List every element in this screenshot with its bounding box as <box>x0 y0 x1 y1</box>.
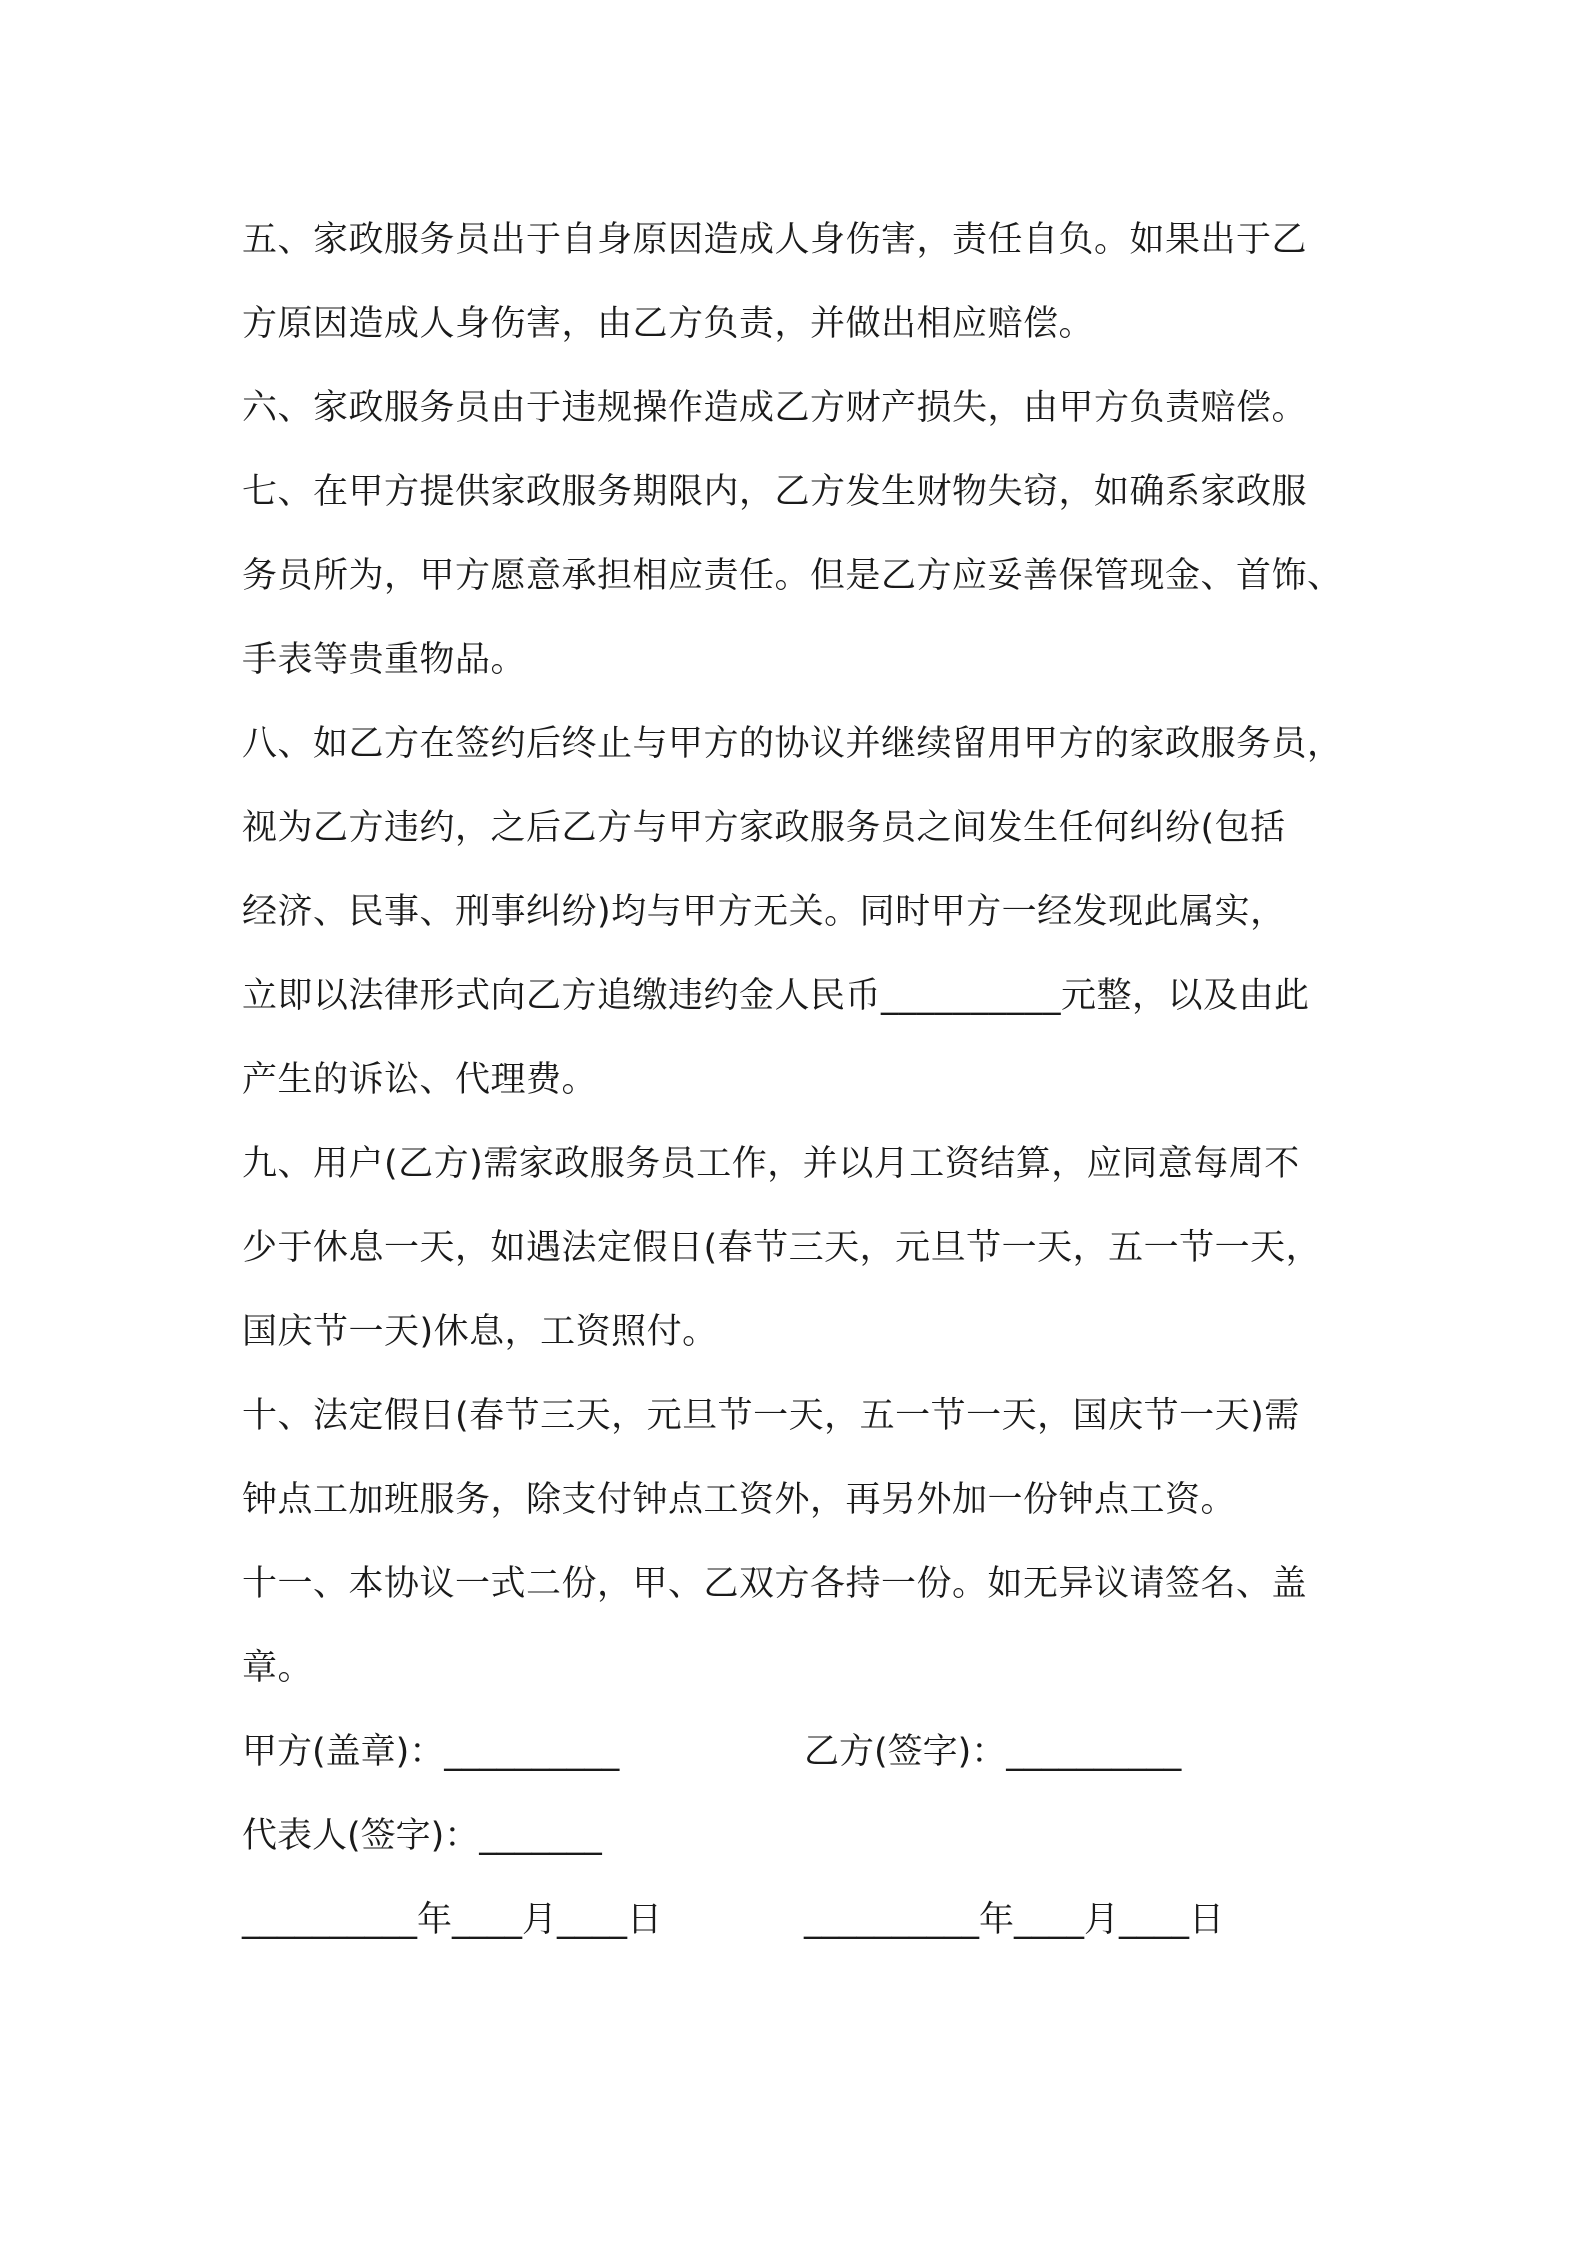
clause-8 <box>242 702 1362 1122</box>
clause-line: 钟点工加班服务，除支付钟点工资外，再另外加一份钟点工资。 <box>242 1480 1237 1520</box>
agreement-body <box>242 198 1362 1962</box>
clause-6 <box>242 366 1362 450</box>
signature-row-parties <box>242 1710 1362 1794</box>
clause-line: 务员所为，甲方愿意承担相应责任。但是乙方应妥善保管现金、首饰、 <box>242 556 1343 596</box>
signature-row-representative <box>242 1794 1362 1878</box>
clause-5 <box>242 198 1362 366</box>
clause-7 <box>242 450 1362 702</box>
clause-line: 九、用户(乙方)需家政服务员工作，并以月工资结算，应同意每周不 <box>242 1144 1300 1184</box>
party-a-seal-field: 甲方(盖章)：__________ <box>242 1732 620 1772</box>
clause-line: 章。 <box>242 1648 314 1688</box>
clause-line: 立即以法律形式向乙方追缴违约金人民币__________元整，以及由此 <box>242 976 1310 1016</box>
clause-line: 国庆节一天)休息，工资照付。 <box>242 1312 718 1352</box>
clause-line: 五、家政服务员出于自身原因造成人身伤害，责任自负。如果出于乙 <box>242 220 1308 260</box>
clause-line: 视为乙方违约，之后乙方与甲方家政服务员之间发生任何纠纷(包括 <box>242 808 1286 848</box>
clause-line: 六、家政服务员由于违规操作造成乙方财产损失，由甲方负责赔偿。 <box>242 388 1308 428</box>
clause-line: 手表等贵重物品。 <box>242 640 527 680</box>
clause-line: 七、在甲方提供家政服务期限内，乙方发生财物失窃，如确系家政服 <box>242 472 1308 512</box>
clause-line: 十、法定假日(春节三天，元旦节一天，五一节一天，国庆节一天)需 <box>242 1396 1300 1436</box>
representative-signature-field: 代表人(签字)：_______ <box>242 1816 602 1856</box>
clause-line: 产生的诉讼、代理费。 <box>242 1060 598 1100</box>
clause-line: 方原因造成人身伤害，由乙方负责，并做出相应赔偿。 <box>242 304 1095 344</box>
party-a-date-field: __________年____月____日 <box>242 1900 663 1940</box>
clause-11 <box>242 1542 1362 1710</box>
clause-line: 十一、本协议一式二份，甲、乙双方各持一份。如无异议请签名、盖 <box>242 1564 1308 1604</box>
clause-line: 经济、民事、刑事纠纷)均与甲方无关。同时甲方一经发现此属实， <box>242 892 1286 932</box>
clause-9 <box>242 1122 1362 1374</box>
party-b-signature-field: 乙方(签字)：__________ <box>804 1732 1182 1772</box>
clause-line: 八、如乙方在签约后终止与甲方的协议并继续留用甲方的家政服务员， <box>242 724 1343 764</box>
clause-10 <box>242 1374 1362 1542</box>
clause-line: 少于休息一天，如遇法定假日(春节三天，元旦节一天，五一节一天， <box>242 1228 1322 1268</box>
party-b-date-field: __________年____月____日 <box>804 1900 1225 1940</box>
signature-row-dates <box>242 1878 1362 1962</box>
